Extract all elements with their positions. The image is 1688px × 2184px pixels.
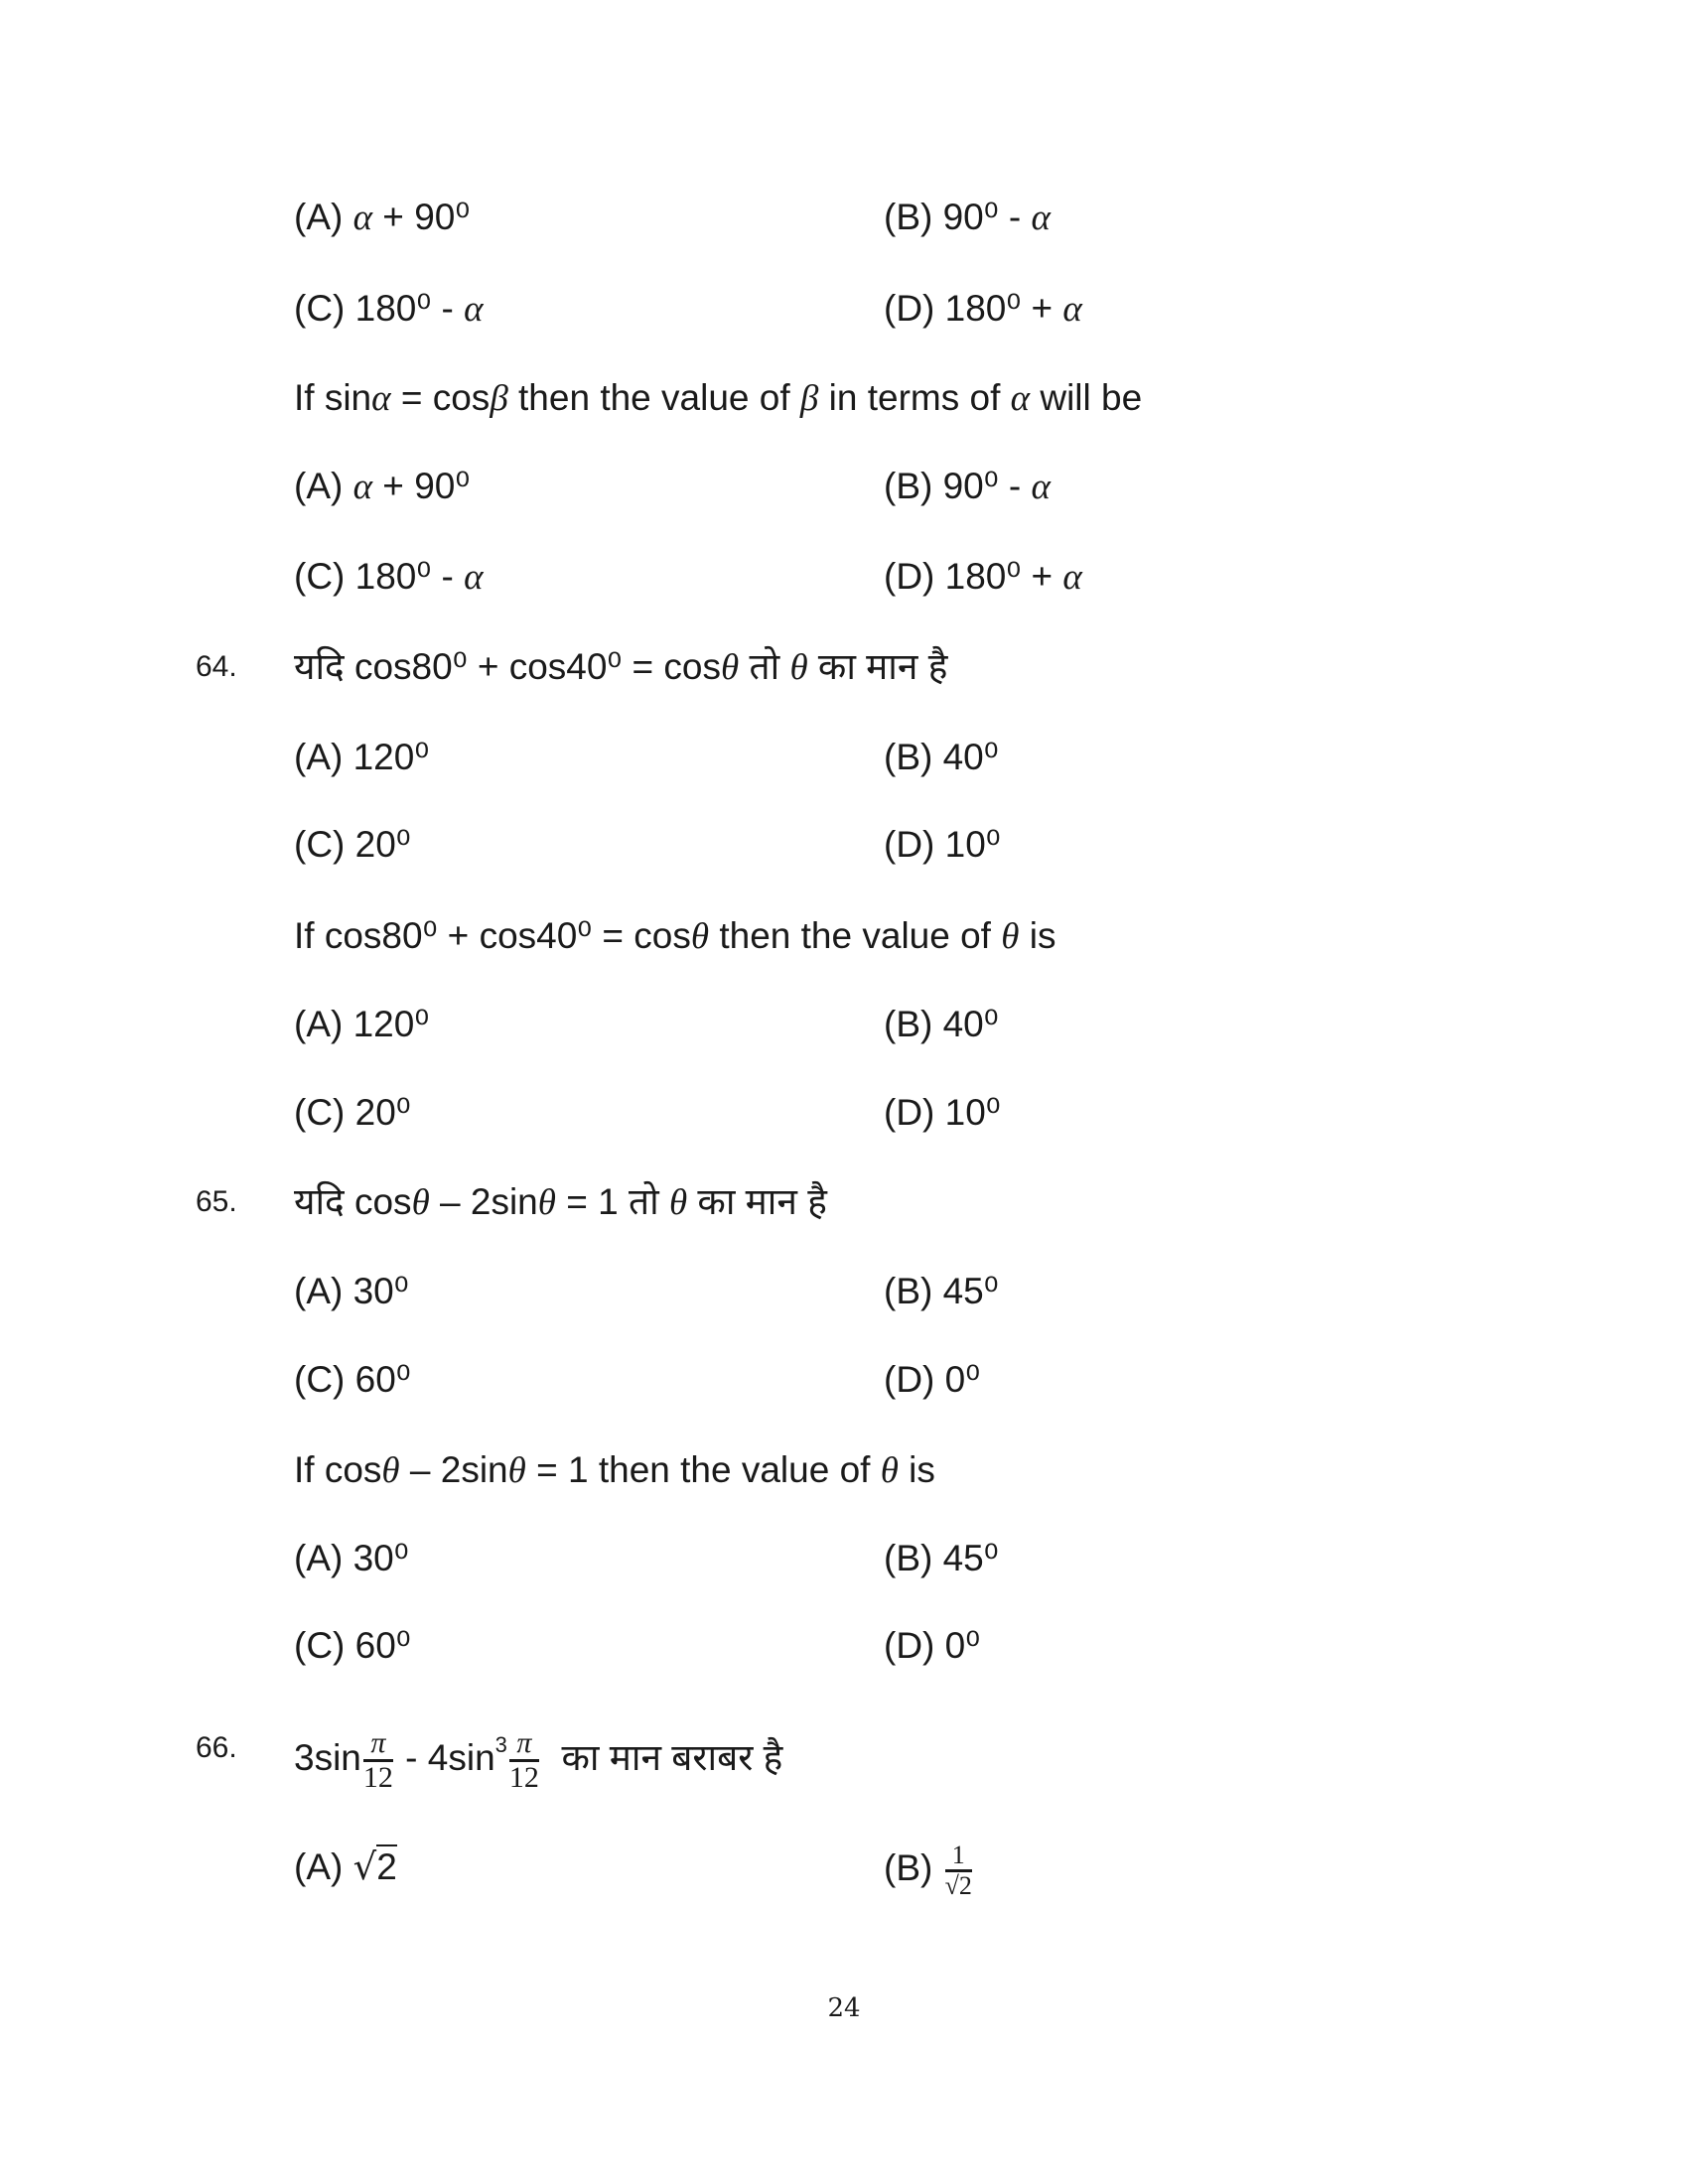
option-b: (B) 90⁰ - α [884,466,1051,507]
question-number: 64. [196,650,237,683]
sqrt-icon: √ [352,1845,377,1888]
option-d: (D) 180⁰ + α [884,556,1082,598]
option-a [294,1845,397,1889]
option-a: (A) 120⁰ [294,737,430,777]
term-3sin: 3sin [294,1737,361,1778]
fraction-1-over-sqrt2 [945,1842,972,1900]
numerator: 1 [945,1842,972,1872]
question-number: 66. [196,1731,237,1764]
option-b: (B) 40⁰ [884,737,999,777]
question-text-hindi [294,1706,782,1798]
question-text-hindi: यदि cosθ – 2sinθ = 1 तो θ का मान है [294,1181,827,1223]
exponent: 3 [494,1732,507,1757]
option-d: (D) 0⁰ [884,1359,981,1400]
option-c: (C) 60⁰ [294,1625,411,1666]
hindi-tail: का मान बराबर है [561,1737,783,1778]
option-a: (A) α + 90⁰ [294,466,471,507]
option-d: (D) 180⁰ + α [884,288,1082,330]
option-a: (A) 30⁰ [294,1538,409,1578]
question-text-english: If cosθ – 2sinθ = 1 then the value of θ is [294,1449,935,1491]
denominator: 12 [508,1760,539,1794]
option-b: (B) 45⁰ [884,1538,999,1578]
option-d: (D) 10⁰ [884,1092,1001,1133]
option-c: (C) 60⁰ [294,1359,411,1400]
minus-sign: - [405,1737,418,1778]
option-a: (A) 30⁰ [294,1271,409,1311]
question-text-hindi: यदि cos80⁰ + cos40⁰ = cosθ तो θ का मान है [294,646,948,688]
option-b: (B) 90⁰ - α [884,197,1051,238]
option-label: (A) [294,1846,344,1887]
radicand: 2 [958,1870,972,1900]
question-text-english: If cos80⁰ + cos40⁰ = cosθ then the value of θ is [294,915,1056,957]
denominator: 12 [362,1760,393,1794]
page-number: 24 [827,1993,861,2023]
question-number: 65. [196,1185,237,1218]
option-a: (A) 120⁰ [294,1004,430,1044]
fraction-pi-12 [509,1727,539,1794]
option-c: (C) 20⁰ [294,1092,411,1133]
option-b [884,1837,974,1900]
option-c: (C) 20⁰ [294,824,411,865]
option-c: (C) 180⁰ - α [294,556,484,598]
option-a: (A) α + 90⁰ [294,197,471,238]
fraction-pi-12 [363,1727,393,1794]
denominator [945,1872,972,1900]
option-b: (B) 40⁰ [884,1004,999,1044]
numerator: π [363,1727,393,1762]
option-c: (C) 180⁰ - α [294,288,484,330]
sqrt-icon: √ [944,1870,959,1900]
question-text-english: If sinα = cosβ then the value of β in terms of α will be [294,377,1143,419]
option-label: (B) [884,1847,933,1888]
option-d: (D) 10⁰ [884,824,1001,865]
term-4sin: 4sin [427,1737,495,1778]
option-d: (D) 0⁰ [884,1625,981,1666]
numerator: π [509,1727,539,1762]
option-b: (B) 45⁰ [884,1271,999,1311]
radicand: 2 [376,1846,397,1887]
